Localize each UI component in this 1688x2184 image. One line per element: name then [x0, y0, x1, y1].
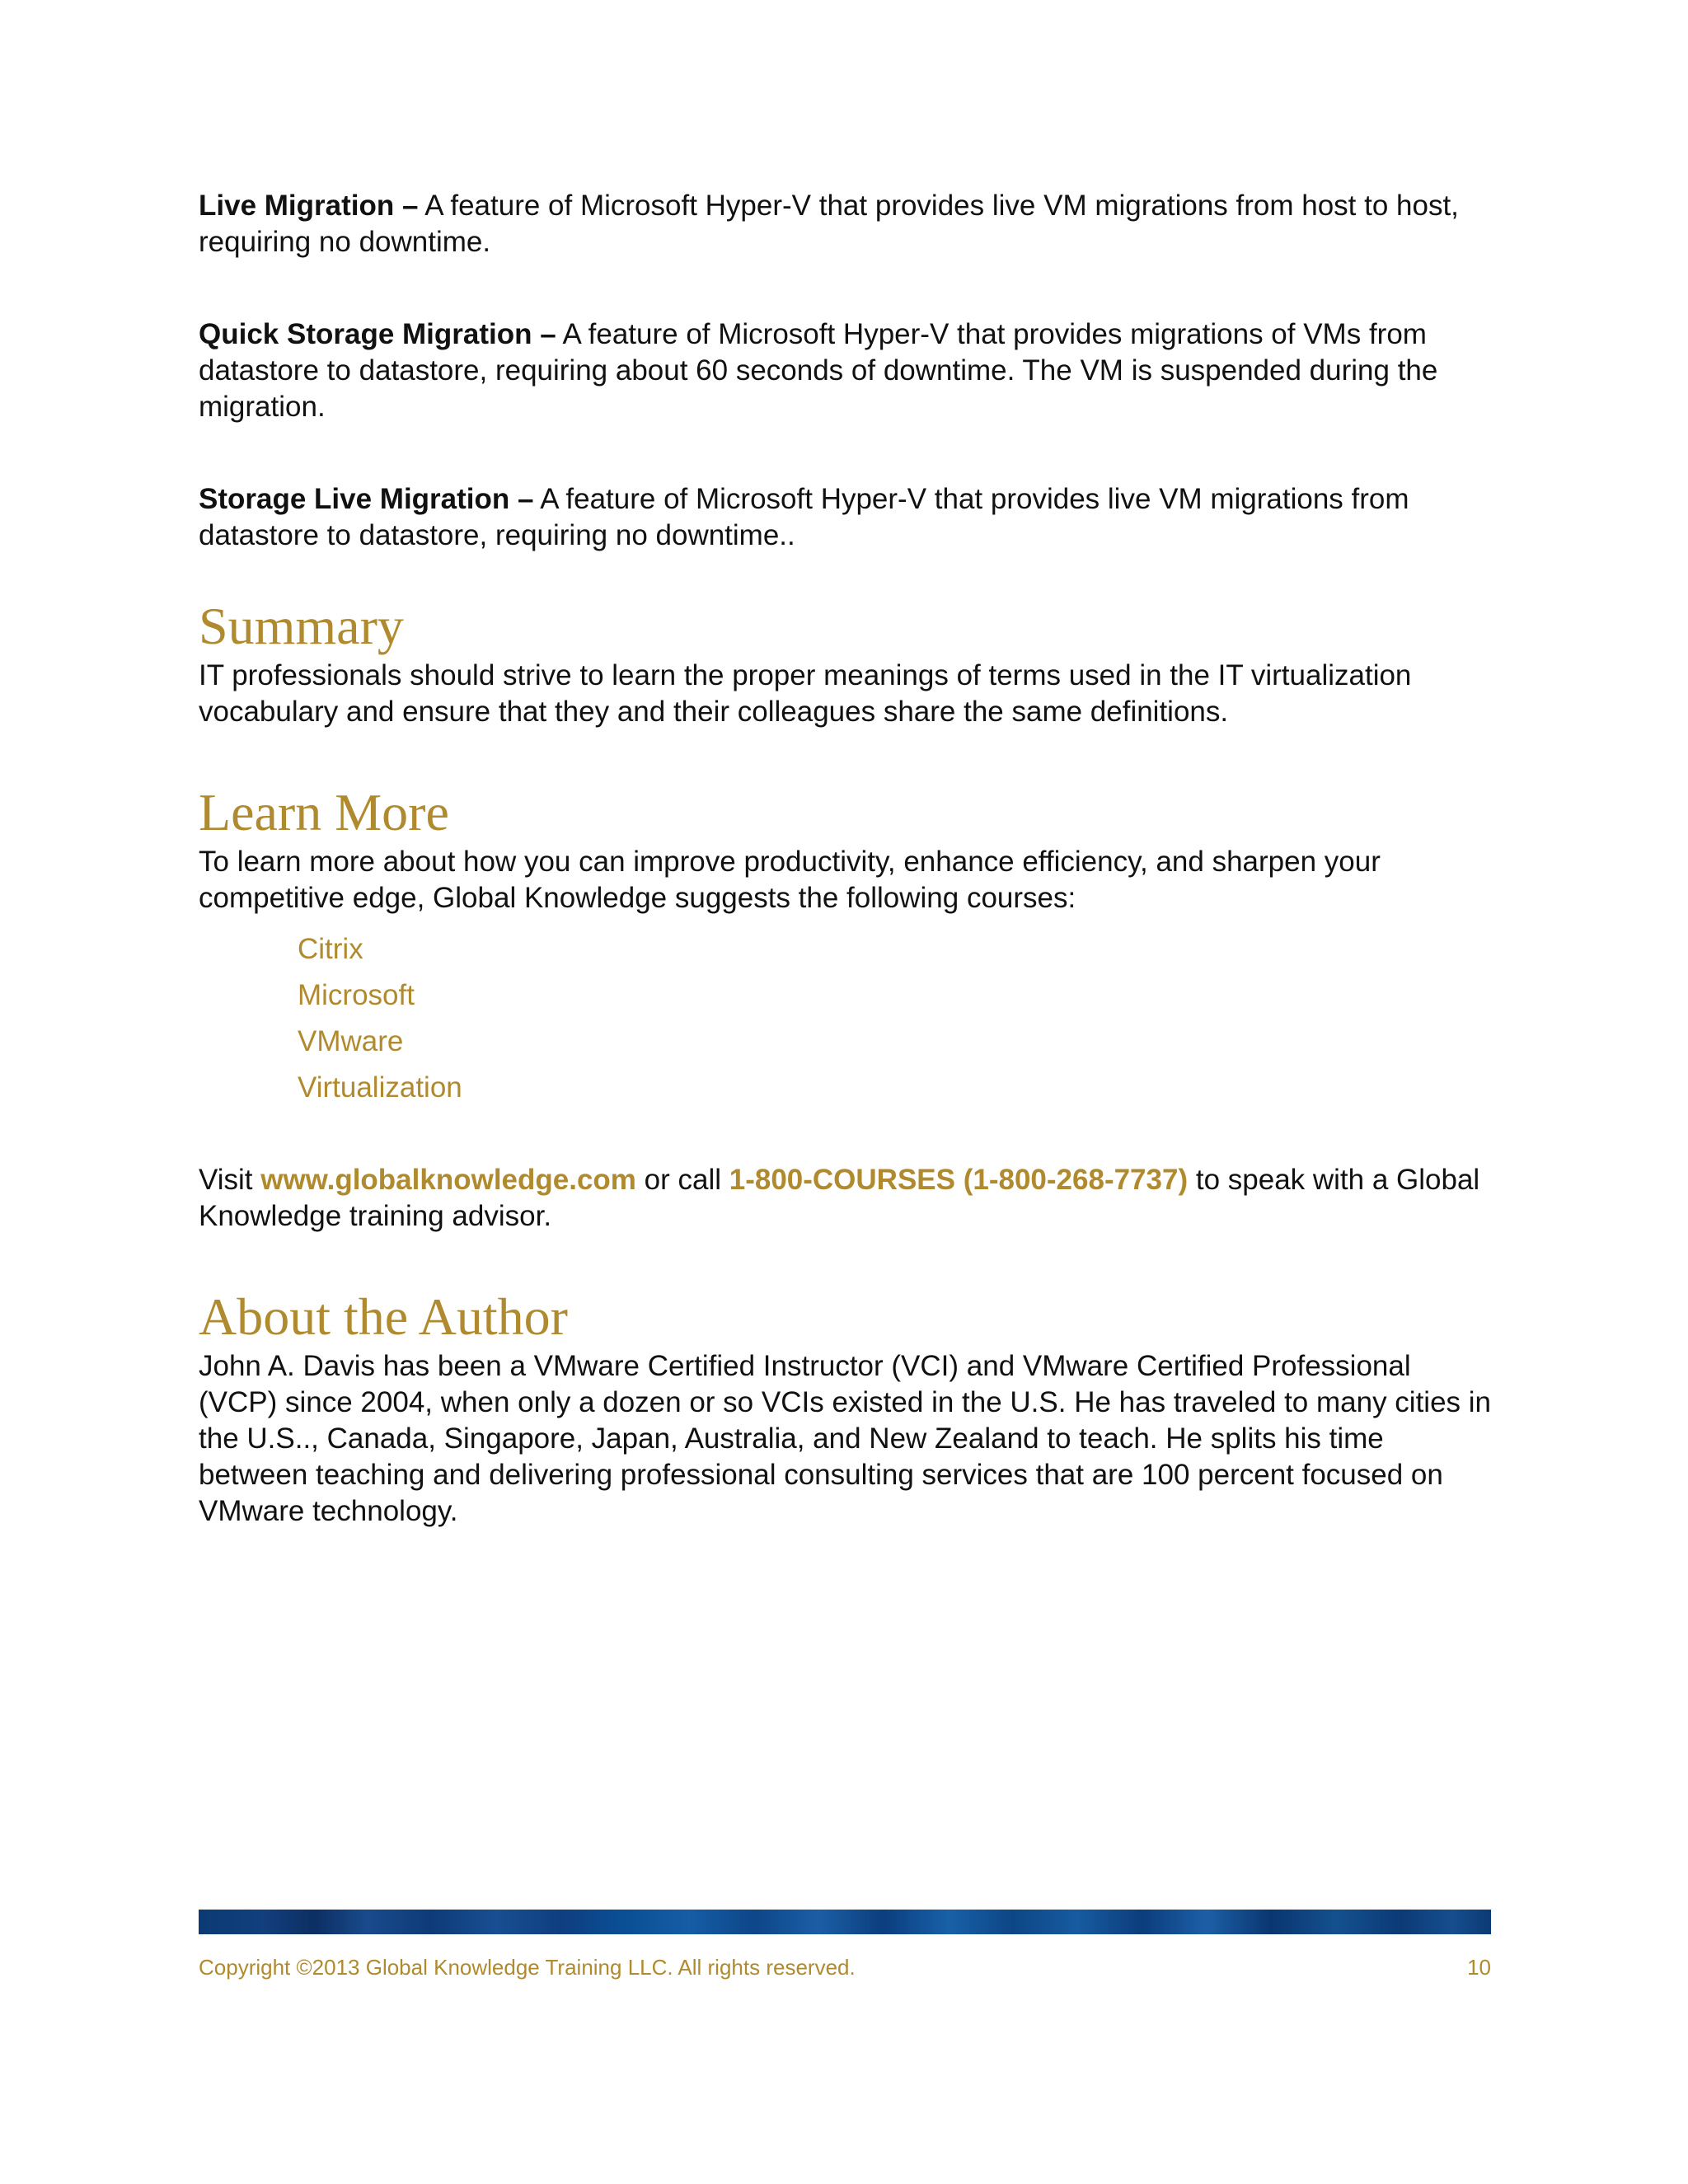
summary-section — [199, 595, 1493, 730]
footer-bar — [199, 1910, 1491, 1934]
learn-more-text: To learn more about how you can improve productivity, enhance efficiency, and sharpen your competitive edge, Global Knowledge suggests the following courses: — [199, 846, 1381, 914]
page-footer — [199, 1953, 1491, 1981]
summary-text: IT professionals should strive to learn the proper meanings of terms used in the IT virtualization vocabulary and ensure that they and their colleagues share the same definitions. — [199, 659, 1412, 728]
visit-suffix: to speak with a Global Knowledge training advisor. — [199, 1164, 1480, 1232]
glossary-term: Storage Live Migration – — [199, 483, 534, 515]
about-author-text: John A. Davis has been a VMware Certified Instructor (VCI) and VMware Certified Professional (VCP) since 2004, when only a dozen or so VCIs existed in the U.S. He has traveled to many cities in the U.S.., Canada, Singapore, Japan, Australia, and New Zealand to teach. He splits his time between teaching and delivering professional consulting services that are 100 percent focused on VMware technology. — [199, 1350, 1491, 1527]
course-link-virtualization[interactable]: Virtualization — [298, 1071, 462, 1104]
glossary-definition: A feature of Microsoft Hyper-V that provides live VM migrations from host to host, requiring no downtime. — [199, 190, 1459, 258]
glossary-entry-live-migration — [199, 188, 1493, 260]
summary-heading: Summary — [199, 597, 404, 655]
website-link[interactable]: www.globalknowledge.com — [260, 1164, 636, 1196]
about-author-heading: About the Author — [199, 1287, 568, 1346]
glossary-definition: A feature of Microsoft Hyper-V that provides live VM migrations from datastore to datastore, requiring no downtime.. — [199, 483, 1409, 551]
learn-more-heading: Learn More — [199, 783, 449, 841]
page-content — [199, 188, 1493, 1581]
course-link-vmware[interactable]: VMware — [298, 1025, 404, 1057]
glossary-entry-storage-live-migration — [199, 481, 1493, 554]
glossary-entry-quick-storage-migration — [199, 316, 1493, 425]
course-link-microsoft[interactable]: Microsoft — [298, 979, 415, 1011]
about-author-section — [199, 1286, 1493, 1530]
visit-text — [199, 1162, 1493, 1235]
visit-middle: or call — [635, 1164, 729, 1196]
visit-prefix: Visit — [199, 1164, 261, 1196]
course-link-citrix[interactable]: Citrix — [298, 933, 363, 965]
phone-link[interactable]: 1-800-COURSES (1-800-268-7737) — [729, 1164, 1189, 1196]
glossary-term: Live Migration – — [199, 190, 419, 222]
course-list — [298, 926, 1493, 1111]
page-number: 10 — [1467, 1955, 1491, 1980]
glossary-term: Quick Storage Migration – — [199, 318, 556, 350]
learn-more-section — [199, 781, 1493, 1235]
glossary-definition: A feature of Microsoft Hyper-V that provides migrations of VMs from datastore to datastore, requiring about 60 seconds of downtime. The VM is suspended during the migration. — [199, 318, 1438, 423]
copyright-text: Copyright ©2013 Global Knowledge Training LLC. All rights reserved. — [199, 1955, 856, 1980]
